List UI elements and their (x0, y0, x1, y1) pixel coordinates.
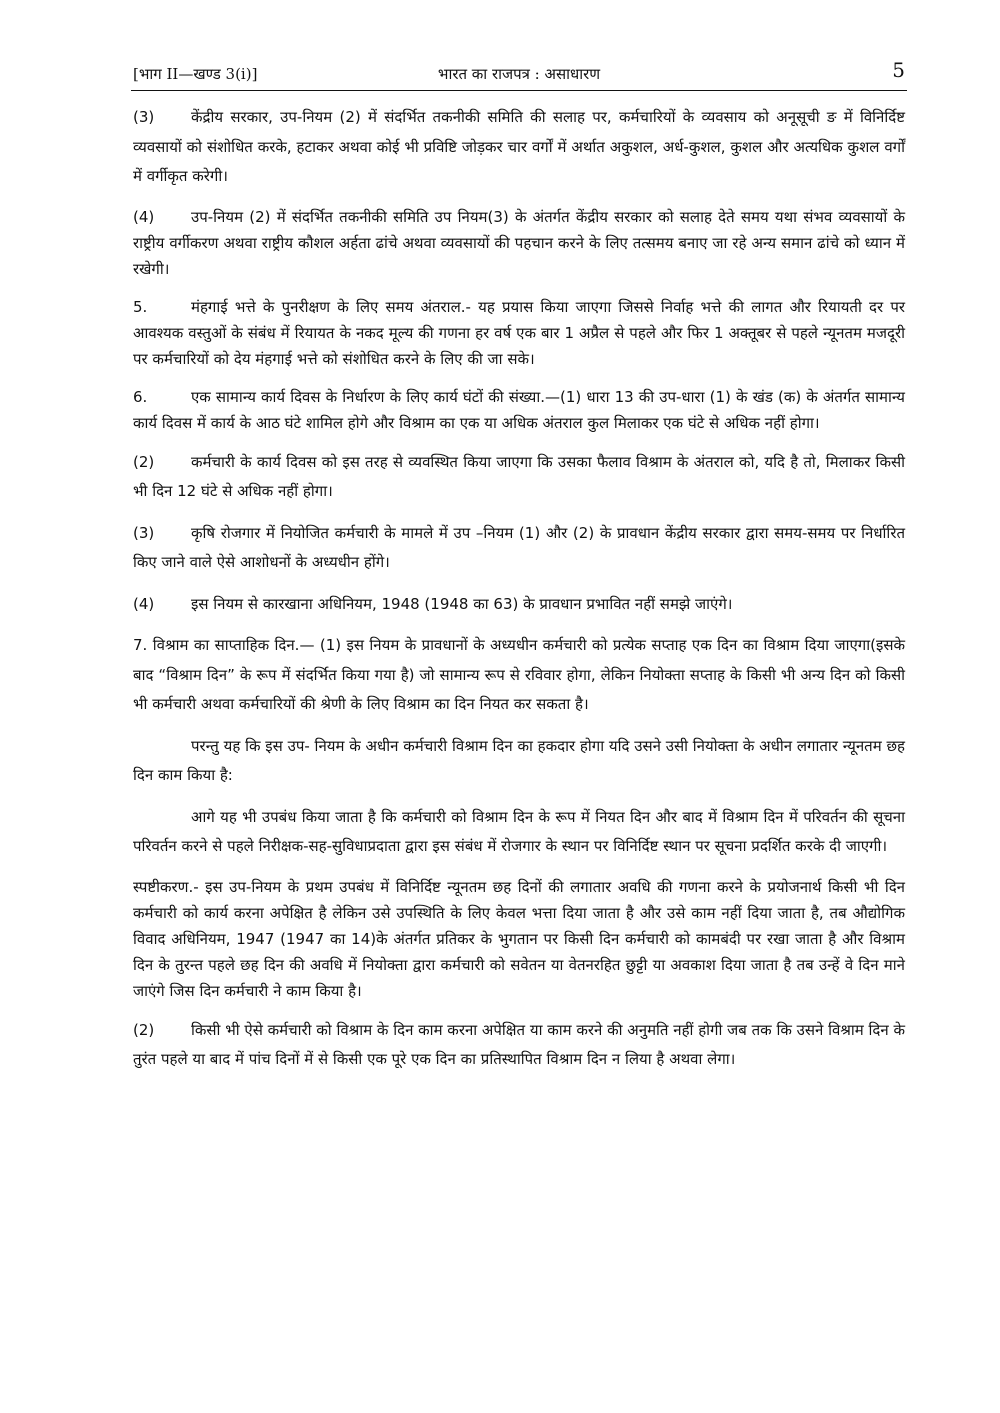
paragraph-number: 5. (133, 297, 148, 316)
document-body (133, 103, 905, 1087)
page-number: 5 (892, 58, 905, 82)
paragraph-text: कर्मचारी के कार्य दिवस को इस तरह से व्यवस्थित किया जाएगा कि उसका फैलाव विश्राम के अंतराल को, यदि है तो, मिलाकर किसी भी दिन 12 घंटे से अधिक नहीं होगा। (133, 452, 905, 500)
rule-5 (133, 294, 905, 372)
paragraph-text: मंहगाई भत्ते के पुनरीक्षण के लिए समय अंतराल.- यह प्रयास किया जाएगा जिससे निर्वाह भत्ते की लागत और रियायती दर पर आवश्यक वस्तुओं के संबंध में रियायत के नकद मूल्य की गणना हर वर्ष एक बार 1 अप्रैल से पहले और फिर 1 अक्तूबर से पहले न्यूनतम मजदूरी पर कर्मचारियों को देय मंहगाई भत्ते को संशोधित करने के लिए की जा सके। (133, 297, 905, 368)
paragraph-text: इस नियम से कारखाना अधिनियम, 1948 (1948 का 63) के प्रावधान प्रभावित नहीं समझे जाएंगे। (191, 594, 733, 613)
paragraph-4 (133, 204, 905, 282)
rule-6 (133, 384, 905, 436)
rule-6-sub-3 (133, 519, 905, 578)
paragraph-number: 6. (133, 387, 148, 406)
paragraph-text: उप-नियम (2) में संदर्भित तकनीकी समिति उप नियम(3) के अंतर्गत केंद्रीय सरकार को सलाह देते समय यथा संभव व्यवसायों के राष्ट्रीय वर्गीकरण अथवा राष्ट्रीय कौशल अर्हता ढांचे अथवा व्यवसायों की पहचान करने के लिए तत्समय बनाए जा रहे अन्य समान ढांचे को ध्यान में रखेगी। (133, 207, 905, 278)
paragraph-text: परन्तु यह कि इस उप- नियम के अधीन कर्मचारी विश्राम दिन का हकदार होगा यदि उसने उसी नियोक्ता के अधीन लगातार न्यूनतम छह दिन काम किया है: (133, 736, 905, 784)
page-header (133, 58, 905, 88)
rule-7-sub-2 (133, 1016, 905, 1075)
header-part-section: [भाग II—खण्ड 3(i)] (133, 65, 258, 83)
paragraph-text: कृषि रोजगार में नियोजित कर्मचारी के मामले में उप –नियम (1) और (2) के प्रावधान केंद्रीय सरकार द्वारा समय-समय पर निर्धारित किए जाने वाले ऐसे आशोधनों के अध्यधीन होंगे। (133, 523, 905, 571)
paragraph-text: किसी भी ऐसे कर्मचारी को विश्राम के दिन काम करना अपेक्षित या काम करने की अनुमति नहीं होगी जब तक कि उसने विश्राम दिन के तुरंत पहले या बाद में पांच दिनों में से किसी एक पूरे एक दिन का प्रतिस्थापित विश्राम दिन न लिया है अथवा लेगा। (133, 1020, 906, 1068)
paragraph-text: एक सामान्य कार्य दिवस के निर्धारण के लिए कार्य घंटों की संख्या.—(1) धारा 13 की उप-धारा (1) के खंड (क) के अंतर्गत सामान्य कार्य दिवस में कार्य के आठ घंटे शामिल होगे और विश्राम का एक या अधिक अंतराल कुल मिलाकर एक घंटे से अधिक नहीं होगा। (133, 387, 905, 432)
paragraph-text: स्पष्टीकरण.- इस उप-नियम के प्रथम उपबंध में विनिर्दिष्ट न्यूनतम छह दिनों की लगातार अवधि की गणना करने के प्रयोजनार्थ किसी भी दिन कर्मचारी को कार्य करना अपेक्षित है लेकिन उसे उपस्थिति के लिए केवल भत्ता दिया जाता है और उसे काम नहीं दिया जाता है, तब औद्योगिक विवाद अधिनियम, 1947 (1947 का 14)के अंतर्गत प्रतिकर के भुगतान पर किसी दिन कर्मचारी को कामबंदी पर रखा जाता है और विश्राम दिन के तुरन्त पहले छह दिन की अवधि में नियोक्ता द्वारा कर्मचारी को सवेतन या वेतनरहित छुट्टी या अवकाश दिया जाता है तब उन्हें वे दिन माने जाएंगे जिस दिन कर्मचारी ने काम किया है। (133, 877, 905, 1000)
paragraph-number: (3) (133, 108, 155, 126)
paragraph-number: (2) (133, 1020, 155, 1039)
rule-7-proviso-2 (133, 803, 905, 862)
paragraph-text: आगे यह भी उपबंध किया जाता है कि कर्मचारी को विश्राम दिन के रूप में नियत दिन और बाद में विश्राम दिन में परिवर्तन की सूचना परिवर्तन करने से पहले निरीक्षक-सह-सुविधाप्रदाता द्वारा इस संबंध में रोजगार के स्थान पर विनिर्दिष्ट स्थान पर सूचना प्रदर्शित करके दी जाएगी। (133, 807, 905, 855)
paragraph-number: (4) (133, 594, 155, 613)
paragraph-text: 7. विश्राम का साप्ताहिक दिन.— (1) इस नियम के प्रावधानों के अध्यधीन कर्मचारी को प्रत्येक सप्ताह एक दिन का विश्राम दिया जाएगा(इसके बाद “विश्राम दिन” के रूप में संदर्भित किया गया है) जो सामान्य रूप से रविवार होगा, लेकिन नियोक्ता सप्ताह के किसी भी अन्य दिन को किसी भी कर्मचारी अथवा कर्मचारियों की श्रेणी के लिए विश्राम का दिन नियत कर सकता है। (133, 636, 905, 713)
rule-7 (133, 631, 905, 720)
header-rule (131, 90, 907, 91)
paragraph-number: (2) (133, 452, 155, 471)
rule-7-proviso-1 (133, 732, 905, 791)
rule-7-explanation (133, 874, 905, 1004)
paragraph-number: (4) (133, 207, 155, 226)
header-gazette-title: भारत का राजपत्र : असाधारण (437, 65, 601, 83)
rule-6-sub-4 (133, 590, 905, 620)
paragraph-3 (133, 103, 905, 192)
rule-6-sub-2 (133, 448, 905, 507)
paragraph-number: (3) (133, 523, 155, 542)
paragraph-text: केंद्रीय सरकार, उप-नियम (2) में संदर्भित तकनीकी समिति की सलाह पर, कर्मचारियों के व्यवसाय को अनूसूची ङ में विनिर्दिष्ट व्यवसायों को संशोधित करके, हटाकर अथवा कोई भी प्रविष्टि जोड़कर चार वर्गों में अर्थात अकुशल, अर्ध-कुशल, कुशल और अत्यधिक कुशल वर्गों में वर्गीकृत करेगी। (133, 108, 905, 185)
